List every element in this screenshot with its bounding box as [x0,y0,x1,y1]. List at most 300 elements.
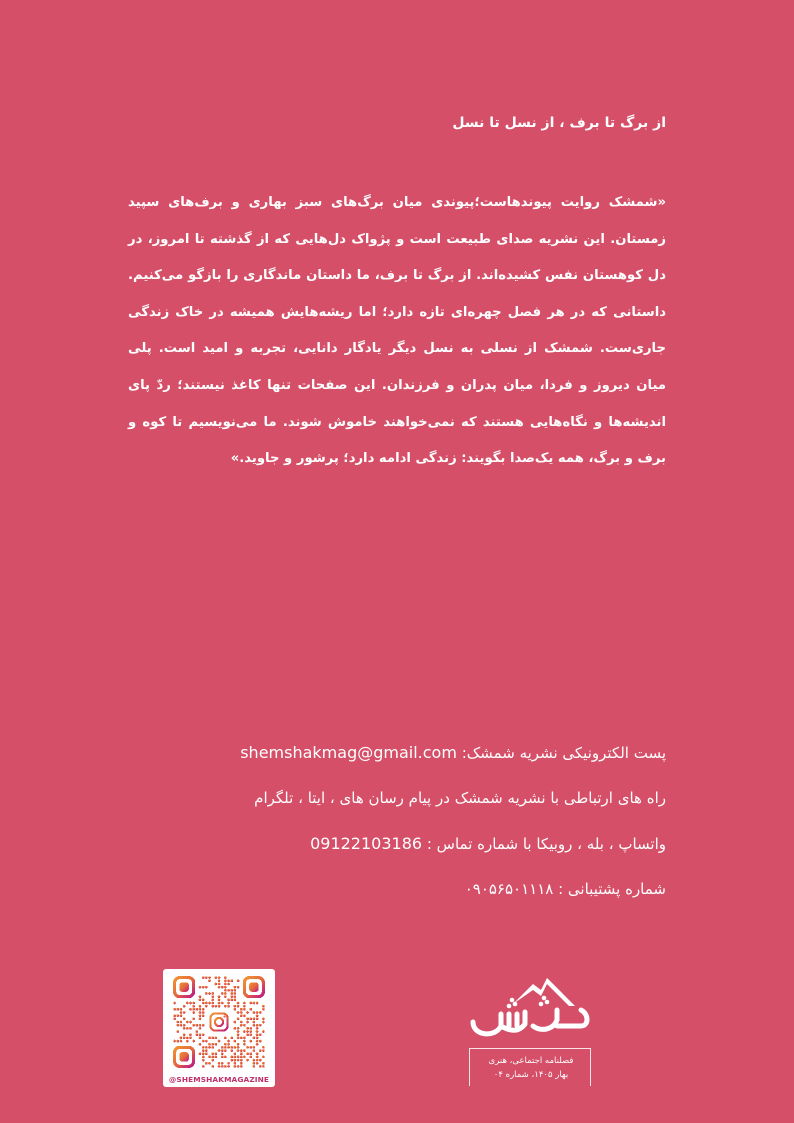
qr-module [262,1017,265,1020]
qr-module [243,1056,246,1059]
qr-module [211,1037,214,1040]
qr-module [214,976,217,979]
qr-module [180,1037,183,1040]
qr-module [230,1059,233,1062]
qr-module [205,1052,208,1055]
qr-module [202,1046,205,1049]
qr-module [211,1002,214,1005]
qr-module [227,979,230,982]
qr-module [211,1046,214,1049]
qr-module [208,976,211,979]
qr-module [211,992,214,995]
qr-module [214,983,217,986]
qr-module [202,1033,205,1036]
qr-module [199,998,202,1001]
qr-module [199,1011,202,1014]
qr-module [173,1040,176,1043]
qr-module [253,1059,256,1062]
qr-module [221,1002,224,1005]
qr-module [192,1011,195,1014]
qr-module [253,1046,256,1049]
qr-module [176,1014,179,1017]
qr-module [224,995,227,998]
qr-module [246,1030,249,1033]
qr-module [205,992,208,995]
qr-module [221,992,224,995]
qr-module [227,998,230,1001]
logo-issue: بهار ۱۴۰۵، شماره ۰۴ [493,1070,569,1080]
qr-module [240,1059,243,1062]
qr-module [199,1017,202,1020]
heading: از برگ تا برف ، از نسل تا نسل [452,115,666,131]
qr-module [202,1052,205,1055]
body-paragraph: «شمشک روایت پیوندهاست؛پیوندی میان برگ‌های سبز بهاری و برف‌های سپید زمستان. این نشریه صدای طبیعت است و پژواک دل‌هایی که از گذشته تا امروز، در دل کوهستان نفس کشیده‌اند. از برگ تا برف، ما داستان ماندگاری را بازگو می‌کنیم. داستانی که در هر فصل چهره‌ای تازه دارد؛ اما ریشه‌هایش همیشه در خاک زندگی جاری‌ست. شمشک از نسلی به نسل دیگر یادگار دانایی، تجربه و امید است. پلی میان دیروز و فردا، میان پدران و فرزندان. این صفحات تنها کاغذ نیستند؛ ردّ پای اندیشه‌ها و نگاه‌هایی هستند که نمی‌خواهند خاموش شوند. ما می‌نویسیم تا کوه و برف و برگ، همه یک‌صدا بگویند: زندگی ادامه دارد؛ پرشور و جاوید.» [128,195,666,467]
qr-module [237,1027,240,1030]
qr-module [262,1065,265,1068]
qr-module [186,1002,189,1005]
qr-module [249,1017,252,1020]
qr-module [214,1043,217,1046]
qr-module [176,1040,179,1043]
qr-module [249,1052,252,1055]
qr-module [237,1017,240,1020]
qr-module [256,1011,259,1014]
qr-module [249,1030,252,1033]
qr-module [249,1008,252,1011]
qr-module [230,998,233,1001]
qr-module [234,1065,237,1068]
qr-module [234,1052,237,1055]
qr-module [237,1037,240,1040]
qr-module [234,1056,237,1059]
qr-module [256,1014,259,1017]
qr-module [234,986,237,989]
qr-module [237,979,240,982]
qr-module [186,1027,189,1030]
qr-module [234,1059,237,1062]
qr-module [180,1011,183,1014]
qr-module [230,1056,233,1059]
qr-module [240,1014,243,1017]
qr-module [243,1005,246,1008]
qr-module [230,979,233,982]
qr-module [243,1030,246,1033]
qr-module [192,1040,195,1043]
qr-module [237,1046,240,1049]
qr-module [211,1065,214,1068]
qr-module [221,1065,224,1068]
qr-module [259,1049,262,1052]
qr-module [199,986,202,989]
phone-label: واتساپ ، بله ، روبیکا با شماره تماس : [426,835,666,853]
qr-module [256,1040,259,1043]
qr-module [176,1021,179,1024]
qr-module [173,1002,176,1005]
qr-module [224,1037,227,1040]
qr-module [227,1043,230,1046]
qr-module [234,1008,237,1011]
qr-module [180,1008,183,1011]
qr-module [256,1002,259,1005]
qr-module [202,1065,205,1068]
qr-module [262,1049,265,1052]
qr-module [205,1062,208,1065]
qr-module [180,1024,183,1027]
qr-module [221,1062,224,1065]
support-label: شماره پشتیبانی : [558,880,666,898]
qr-module [243,1002,246,1005]
qr-module [202,1059,205,1062]
qr-module [192,1008,195,1011]
email-line [146,730,666,776]
qr-module [243,1008,246,1011]
qr-module [208,1046,211,1049]
qr-module [205,976,208,979]
qr-module [253,1037,256,1040]
qr-module [186,1037,189,1040]
qr-module [211,1059,214,1062]
qr-module [205,1040,208,1043]
qr-module [189,1008,192,1011]
qr-module [227,989,230,992]
qr-module [243,1037,246,1040]
qr-module [221,1056,224,1059]
qr-module [262,1005,265,1008]
qr-module [218,1040,221,1043]
qr-module [205,1049,208,1052]
qr-module [208,1037,211,1040]
qr-module [192,1017,195,1020]
qr-module [262,1008,265,1011]
qr-module [256,1037,259,1040]
qr-module [183,1011,186,1014]
qr-module [262,1030,265,1033]
qr-module [237,1049,240,1052]
qr-module [224,1043,227,1046]
qr-module [202,1049,205,1052]
qr-module [237,1056,240,1059]
qr-module [227,1046,230,1049]
qr-module [256,1024,259,1027]
qr-module [202,1056,205,1059]
qr-module [240,1065,243,1068]
qr-module [227,1005,230,1008]
qr-module [186,1021,189,1024]
qr-module [218,995,221,998]
qr-module [240,1062,243,1065]
qr-module [180,1040,183,1043]
qr-module [199,1005,202,1008]
qr-module [224,1046,227,1049]
mountain-icon [455,970,605,1050]
qr-module [227,1065,230,1068]
qr-module [224,989,227,992]
qr-module [211,1043,214,1046]
qr-module [246,1011,249,1014]
instagram-icon [208,1011,230,1033]
qr-module [202,976,205,979]
qr-module [243,1043,246,1046]
qr-module [218,1049,221,1052]
qr-module [199,1014,202,1017]
qr-module [234,1046,237,1049]
qr-module [234,992,237,995]
qr-module [259,1059,262,1062]
qr-caption: @SHEMSHAKMAGAZINE [168,1075,270,1084]
qr-module [249,1002,252,1005]
qr-module [253,1017,256,1020]
phone-number[interactable]: 09122103186 [310,834,423,853]
qr-module [230,992,233,995]
qr-module [230,989,233,992]
qr-module [259,1024,262,1027]
qr-module [227,1040,230,1043]
qr-module [214,1037,217,1040]
qr-module [211,1052,214,1055]
qr-module [173,1017,176,1020]
qr-module [199,995,202,998]
qr-module [243,1024,246,1027]
qr-module [218,986,221,989]
qr-card[interactable] [163,969,275,1087]
qr-module [230,995,233,998]
qr-module [259,1040,262,1043]
qr-module [189,1002,192,1005]
qr-module [202,986,205,989]
qr-module [237,1002,240,1005]
qr-module [230,1049,233,1052]
qr-module [183,1033,186,1036]
qr-module [249,1033,252,1036]
qr-module [214,1052,217,1055]
qr-module [183,1024,186,1027]
qr-module [230,1046,233,1049]
qr-module [253,1062,256,1065]
qr-module [246,1052,249,1055]
qr-code[interactable] [173,976,265,1068]
qr-module [173,1008,176,1011]
qr-module [199,1043,202,1046]
qr-module [218,998,221,1001]
qr-module [240,1021,243,1024]
qr-module [234,1027,237,1030]
qr-module [224,976,227,979]
qr-module [180,1021,183,1024]
qr-module [227,983,230,986]
qr-module [214,1005,217,1008]
qr-module [224,1065,227,1068]
qr-module [224,979,227,982]
qr-module [176,1008,179,1011]
qr-module [211,1005,214,1008]
qr-module [195,1033,198,1036]
qr-module [246,1027,249,1030]
qr-module [253,1002,256,1005]
qr-module [221,986,224,989]
qr-module [221,1052,224,1055]
qr-module [195,1030,198,1033]
qr-module [237,1011,240,1014]
qr-module [234,1005,237,1008]
channels-line: راه های ارتباطی با نشریه شمشک در پیام رسان های ، ایتا ، تلگرام [254,789,666,807]
qr-module [256,1056,259,1059]
qr-module [262,1056,265,1059]
qr-module [189,1033,192,1036]
qr-module [218,979,221,982]
qr-module [230,1037,233,1040]
qr-module [262,1021,265,1024]
qr-module [253,1011,256,1014]
qr-module [218,983,221,986]
support-number[interactable]: ۰۹۰۵۶۵۰۱۱۱۸ [464,880,554,898]
qr-module [192,1005,195,1008]
qr-module [240,1024,243,1027]
logo-caption-box [469,1048,591,1086]
qr-module [199,1008,202,1011]
qr-module [237,1005,240,1008]
qr-module [224,1049,227,1052]
qr-module [208,979,211,982]
qr-module [183,1037,186,1040]
qr-module [234,998,237,1001]
qr-module [205,986,208,989]
qr-module [253,1049,256,1052]
qr-module [253,1021,256,1024]
qr-module [249,1040,252,1043]
qr-module [256,1059,259,1062]
qr-module [218,1002,221,1005]
qr-module [259,1033,262,1036]
qr-module [259,1011,262,1014]
qr-module [253,1065,256,1068]
qr-module [249,1056,252,1059]
qr-module [237,1030,240,1033]
qr-module [224,1056,227,1059]
qr-module [240,1052,243,1055]
qr-module [199,1027,202,1030]
qr-module [218,976,221,979]
qr-module [189,1027,192,1030]
qr-module [218,1005,221,1008]
qr-module [218,1062,221,1065]
qr-module [192,1024,195,1027]
qr-module [180,1014,183,1017]
qr-module [176,1024,179,1027]
qr-module [205,1046,208,1049]
qr-module [234,995,237,998]
qr-module [246,1033,249,1036]
qr-module [218,1065,221,1068]
logo [455,970,605,1095]
qr-module [256,1027,259,1030]
qr-module [205,1005,208,1008]
qr-module [202,1011,205,1014]
logo-subtitle: فصلنامه اجتماعی، هنری [488,1056,574,1066]
qr-module [208,992,211,995]
qr-module [202,1040,205,1043]
qr-module [199,1037,202,1040]
qr-module [243,1014,246,1017]
qr-module [237,1043,240,1046]
qr-module [173,1014,176,1017]
qr-module [237,1033,240,1036]
qr-module [202,1024,205,1027]
qr-module [240,1049,243,1052]
qr-module [256,1052,259,1055]
qr-module [221,1046,224,1049]
qr-module [199,1033,202,1036]
qr-module [240,1037,243,1040]
qr-module [224,986,227,989]
qr-module [234,1021,237,1024]
qr-module [224,983,227,986]
qr-module [195,1008,198,1011]
qr-module [246,1017,249,1020]
qr-module [262,1062,265,1065]
qr-module [243,1040,246,1043]
qr-module [192,1002,195,1005]
qr-module [211,1056,214,1059]
qr-module [211,995,214,998]
qr-module [202,998,205,1001]
qr-module [240,1008,243,1011]
qr-module [237,1065,240,1068]
qr-module [227,1002,230,1005]
qr-module [234,989,237,992]
qr-module [199,1052,202,1055]
qr-module [256,1030,259,1033]
support-line [146,867,666,912]
qr-module [189,1037,192,1040]
qr-module [234,1062,237,1065]
qr-module [256,1062,259,1065]
qr-module [237,986,240,989]
qr-module [262,1046,265,1049]
qr-module [243,1049,246,1052]
qr-module [208,1062,211,1065]
qr-module [211,998,214,1001]
qr-module [253,1024,256,1027]
qr-module [259,1065,262,1068]
phone-line [146,821,666,867]
qr-module [183,1005,186,1008]
qr-module [186,1040,189,1043]
qr-module [256,1033,259,1036]
email-label: پست الکترونیکی نشریه شمشک: [461,744,666,762]
qr-module [246,1046,249,1049]
qr-module [199,1024,202,1027]
qr-module [208,1002,211,1005]
qr-module [240,1056,243,1059]
qr-module [208,1056,211,1059]
qr-module [189,1021,192,1024]
qr-module [205,1002,208,1005]
qr-module [246,1059,249,1062]
email-address[interactable]: shemshakmag@gmail.com [240,743,457,762]
qr-module [176,1030,179,1033]
qr-module [183,1027,186,1030]
qr-module [234,1040,237,1043]
qr-module [202,1008,205,1011]
qr-module [249,1027,252,1030]
qr-module [221,1049,224,1052]
contact-section [146,730,666,912]
qr-module [240,1011,243,1014]
qr-module [202,1002,205,1005]
qr-module [224,992,227,995]
qr-module [256,1043,259,1046]
qr-module [237,1059,240,1062]
